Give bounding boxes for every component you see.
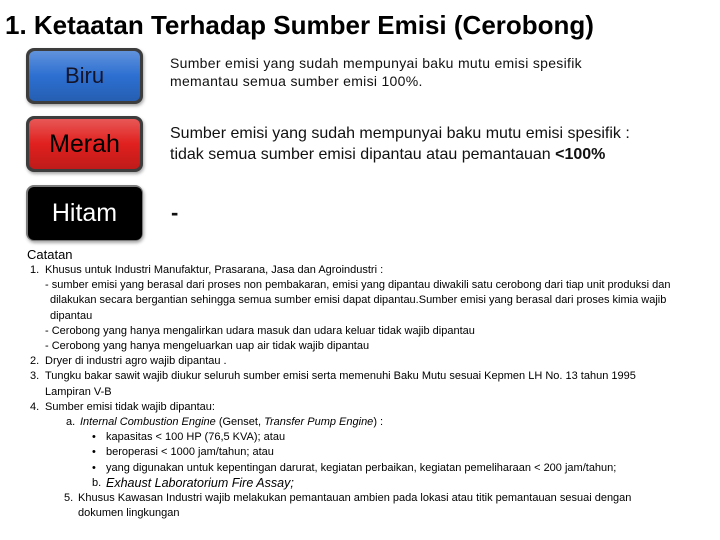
swatch-fill <box>28 187 142 240</box>
slide-title: 1. Ketaatan Terhadap Sumber Emisi (Cerobong) <box>5 10 594 40</box>
swatch-fill <box>29 51 140 101</box>
description-emphasis: <100% <box>555 146 606 163</box>
note-number: 5. <box>64 492 74 505</box>
note-number: 2. <box>30 355 40 368</box>
engine-subitem <box>66 415 681 430</box>
engine-name: Internal Combustion Engine <box>80 416 216 429</box>
engine-open: (Genset, <box>218 416 261 429</box>
condition-text: beroperasi < 1000 jam/tahun; atau <box>106 446 274 459</box>
note-item-3 <box>30 369 696 399</box>
bullet-icon <box>92 461 106 476</box>
condition-item <box>92 461 681 476</box>
subitem-marker: b. <box>92 476 102 489</box>
note-body <box>45 263 681 354</box>
notes-list <box>30 263 696 521</box>
note-text: Dryer di industri agro wajib dipantau . <box>45 355 227 368</box>
engine-example: Transfer Pump Engine <box>264 416 374 429</box>
note-item-5 <box>64 491 696 521</box>
description-text: Sumber emisi yang sudah mempunyai baku mutu emisi spesifik : tidak semua sumber emisi dipantau atau pemantauan <box>170 125 630 163</box>
swatch-label: Merah <box>49 130 120 158</box>
condition-text: kapasitas < 100 HP (76,5 KVA); atau <box>106 431 286 444</box>
note-body <box>45 400 681 491</box>
note-subpoint: - Cerobong yang hanya mengalirkan udara masuk dan udara keluar tidak wajib dipantau <box>45 324 475 337</box>
note-text: Tungku bakar sawit wajib diukur seluruh sumber emisi serta memenuhi Baku Mutu sesuai Kepmen LH No. 13 tahun 1995 Lampiran V-B <box>45 370 636 398</box>
swatch-merah <box>26 116 143 172</box>
note-number: 1. <box>30 264 40 276</box>
swatch-biru <box>26 48 143 104</box>
description-merah <box>170 123 655 165</box>
engine-line <box>80 415 383 430</box>
bullet-icon <box>92 430 106 445</box>
description-hitam: - <box>171 200 179 225</box>
condition-item <box>92 430 681 445</box>
exhaust-text: Exhaust Laboratorium Fire Assay; <box>106 475 294 490</box>
bullet-icon <box>92 445 106 460</box>
note-subpoint: - Cerobong yang hanya mengeluarkan uap air tidak wajib dipantau <box>45 340 370 353</box>
exhaust-subitem <box>92 476 681 491</box>
swatch-hitam <box>26 185 143 241</box>
condition-item <box>92 445 681 460</box>
notes-heading: Catatan <box>27 247 73 262</box>
note-item-2 <box>30 354 696 369</box>
engine-close: ) : <box>373 416 384 429</box>
note-text: Khusus untuk Industri Manufaktur, Prasarana, Jasa dan Agroindustri : <box>45 264 384 276</box>
note-item-4 <box>30 400 696 491</box>
note-number: 3. <box>30 370 40 383</box>
swatch-label: Biru <box>64 63 105 88</box>
note-subpoint: - sumber emisi yang berasal dari proses non pembakaran, emisi yang dipantau diwakili satu cerobong dari tiap unit produksi dan dilakukan secara bergantian sehingga semua sumber emisi dapat dipantau.Sumber emisi yang berasal dari proses kimia wajib dipantau <box>45 279 671 322</box>
note-text: Sumber emisi tidak wajib dipantau: <box>45 400 215 413</box>
swatch-fill <box>29 119 140 169</box>
condition-text: yang digunakan untuk kepentingan darurat, kegiatan perbaikan, kegiatan pemeliharaan < 200 jam/tahun; <box>106 461 617 474</box>
note-text: Khusus Kawasan Industri wajib melakukan pemantauan ambien pada lokasi atau titik pemantauan sesuai dengan dokumen lingkungan <box>78 492 632 520</box>
note-number: 4. <box>30 400 40 413</box>
subitem-marker: a. <box>66 416 76 429</box>
note-item-1 <box>30 263 696 354</box>
swatch-label: Hitam <box>51 199 118 227</box>
description-biru: Sumber emisi yang sudah mempunyai baku mutu emisi spesifik memantau semua sumber emisi 100%. <box>170 55 582 89</box>
